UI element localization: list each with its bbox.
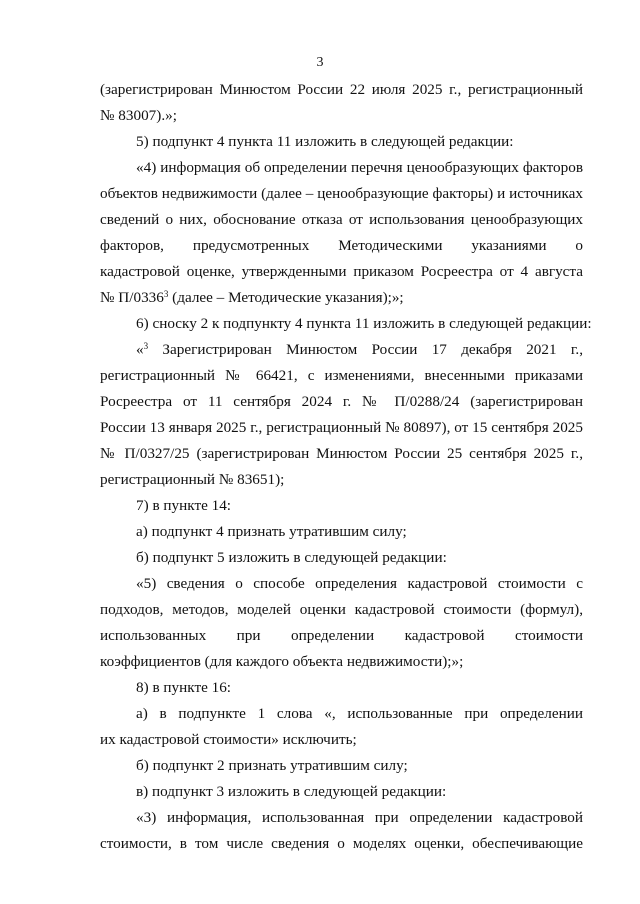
page-number: 3	[316, 55, 324, 70]
paragraph-line: регистрационный № 83651);	[100, 471, 285, 488]
paragraph-line: «3) информация, использованная при определении кадастровой	[136, 809, 583, 826]
opening-quote: «	[136, 341, 144, 358]
paragraph-line: (зарегистрирован Минюстом России 22 июля 2025 г., регистрационный	[100, 81, 583, 98]
paragraph-line: коэффициентов (для каждого объекта недвижимости);»;	[100, 653, 464, 670]
line-text	[136, 341, 583, 358]
paragraph-line: «5) сведения о способе определения кадастровой стоимости с	[136, 575, 583, 592]
paragraph-line: 8) в пункте 16:	[136, 679, 232, 696]
paragraph-line: б) подпункт 2 признать утратившим силу;	[136, 757, 408, 774]
paragraph-line: их кадастровой стоимости» исключить;	[100, 731, 357, 748]
paragraph-line: объектов недвижимости (далее – ценообразующие факторы) и источниках	[100, 185, 583, 202]
paragraph-line: стоимости, в том числе сведения о моделях оценки, обеспечивающие	[100, 835, 583, 852]
paragraph-line: использованных при определении кадастровой стоимости	[100, 627, 583, 644]
paragraph-line	[136, 341, 583, 359]
paragraph-line: регистрационный № 66421, с изменениями, внесенными приказами	[100, 367, 583, 384]
paragraph-line: подходов, методов, моделей оценки кадастровой стоимости (формул),	[100, 601, 583, 618]
paragraph-line: а) в подпункте 1 слова «, использованные при определении	[136, 705, 583, 722]
paragraph-line: 5) подпункт 4 пункта 11 изложить в следующей редакции:	[136, 133, 514, 150]
line-text: № П/0336	[100, 289, 164, 306]
line-text: Зарегистрирован Минюстом России 17 декабря 2021 г.,	[148, 341, 583, 358]
paragraph-line: б) подпункт 5 изложить в следующей редакции:	[136, 549, 447, 566]
footnote-number: 3	[143, 341, 149, 351]
paragraph-line: № 83007).»;	[100, 107, 177, 124]
line-text: (далее – Методические указания);»;	[168, 289, 404, 306]
footnote-reference: 3	[163, 289, 169, 299]
paragraph-line: «4) информация об определении перечня ценообразующих факторов	[136, 159, 583, 176]
paragraph-line: факторов, предусмотренных Методическими указаниями о	[100, 237, 583, 254]
paragraph-line	[100, 289, 404, 307]
paragraph-line: кадастровой оценке, утвержденными приказом Росреестра от 4 августа	[100, 263, 583, 280]
paragraph-line: 7) в пункте 14:	[136, 497, 232, 514]
paragraph-line: № П/0327/25 (зарегистрирован Минюстом России 25 сентября 2025 г.,	[100, 445, 583, 462]
paragraph-line: в) подпункт 3 изложить в следующей редакции:	[136, 783, 447, 800]
paragraph-line: Росреестра от 11 сентября 2024 г. № П/0288/24 (зарегистрирован	[100, 393, 583, 410]
paragraph-line: сведений о них, обоснование отказа от использования ценообразующих	[100, 211, 583, 228]
paragraph-line: России 13 января 2025 г., регистрационный № 80897), от 15 сентября 2025	[100, 419, 583, 436]
paragraph-line: 6) сноску 2 к подпункту 4 пункта 11 изложить в следующей редакции:	[136, 315, 592, 332]
paragraph-line: а) подпункт 4 признать утратившим силу;	[136, 523, 407, 540]
